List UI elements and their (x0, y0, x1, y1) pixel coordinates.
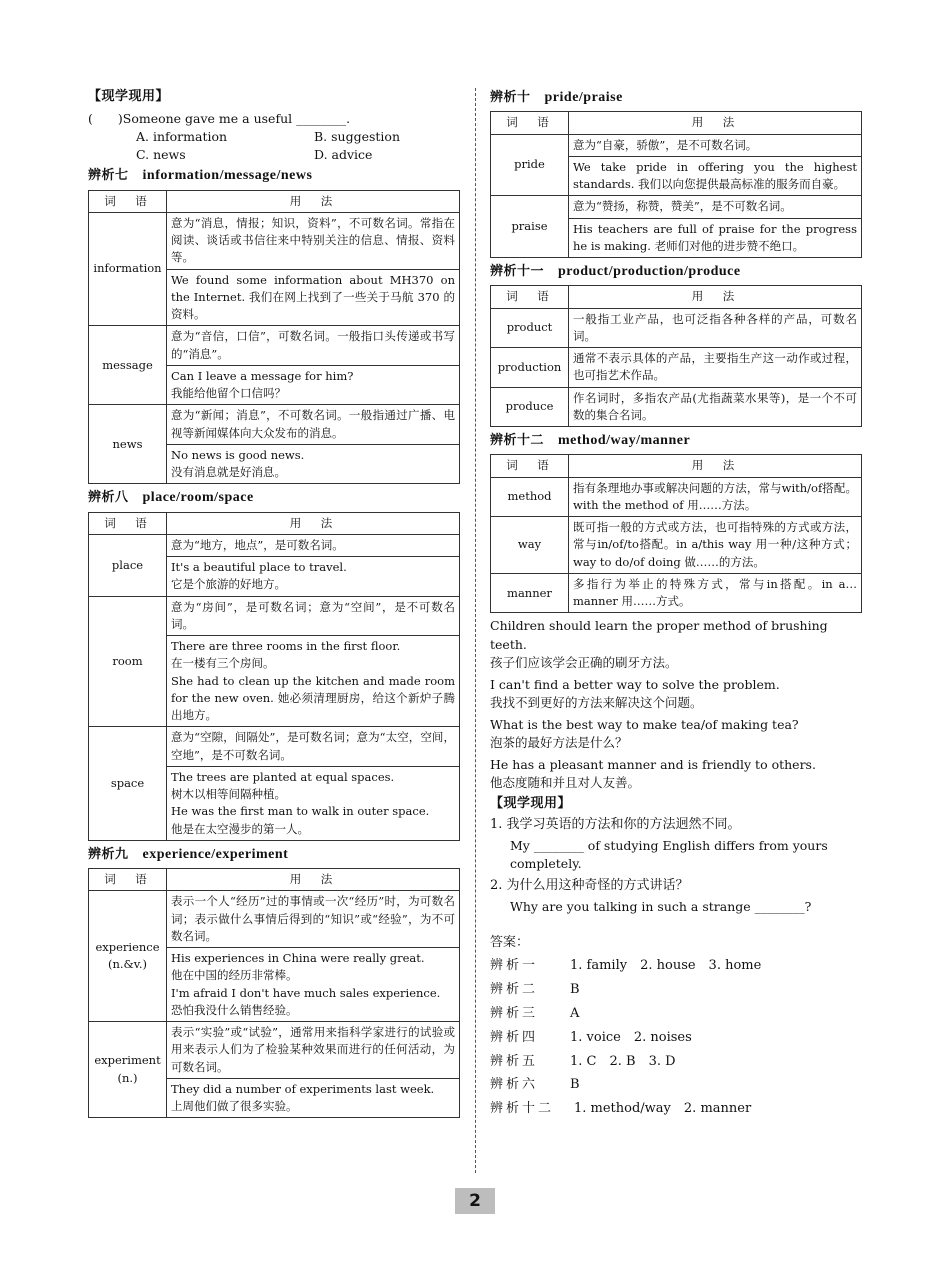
usage-cell: 一般指工业产品，也可泛指各种各样的产品，可数名词。 (569, 308, 862, 348)
word-cell: manner (491, 573, 569, 613)
section-heading-12: 辨析十二 method/way/manner (490, 433, 691, 449)
word-cell: product (491, 308, 569, 348)
table-row (89, 326, 460, 366)
option-b: B. suggestion (314, 128, 401, 144)
section-heading-9: 辨析九 experience/experiment (88, 846, 289, 862)
table-section-8 (88, 512, 460, 841)
answer-row: 辨析二 B (490, 982, 580, 998)
header-usage: 用 法 (167, 190, 460, 212)
word-cell: produce (491, 387, 569, 427)
word-cell: experience (n.&v.) (89, 891, 167, 1022)
header-usage: 用 法 (569, 286, 862, 308)
word-cell: way (491, 517, 569, 574)
header-word: 词 语 (89, 512, 167, 534)
answer-row: 辨析一 1. family 2. house 3. home (490, 958, 762, 974)
word-cell: praise (491, 196, 569, 258)
practice-title: 【现学现用】 (88, 89, 170, 104)
table-row (491, 308, 862, 348)
practice-title: 【现学现用】 (490, 795, 572, 811)
table-row (491, 387, 862, 427)
word-cell: room (89, 596, 167, 727)
word-cell: information (89, 212, 167, 326)
usage-cell: 表示“实验”或“试验”，通常用来指科学家进行的试验或用来表示人们为了检验某种效果而进行的任何活动，为可数名词。 (167, 1022, 460, 1079)
table-section-9 (88, 868, 460, 1118)
table-row (89, 1022, 460, 1079)
usage-cell: His experiences in China were really great. 他在中国的经历非常棒。 I'm afraid I don't have much sales experience. 恐怕我没什么销售经验。 (167, 948, 460, 1022)
usage-cell: His teachers are full of praise for the progress he is making. 老师们对他的进步赞不绝口。 (569, 218, 862, 258)
answer-row: 辨析三 A (490, 1005, 580, 1021)
left-column (88, 86, 460, 1122)
practice-item-zh: 1. 我学习英语的方法和你的方法迥然不同。 (490, 817, 741, 833)
usage-cell: 意为“消息，情报；知识，资料”，不可数名词。常指在阅读、谈话或书信往来中特别关注的信息、情报、资料等。 (167, 212, 460, 269)
table-row (491, 196, 862, 218)
usage-cell: Can I leave a message for him? 我能给他留个口信吗？ (167, 365, 460, 405)
usage-cell: We take pride in offering you the highest standards. 我们以向您提供最高标准的服务而自豪。 (569, 156, 862, 196)
word-cell: news (89, 405, 167, 484)
table-row (89, 891, 460, 948)
example-sentence: He has a pleasant manner and is friendly to others. 他态度随和并且对人友善。 (490, 757, 816, 791)
usage-cell: 意为“空隙，间隔处”，是可数名词；意为“太空，空间，空地”，是不可数名词。 (167, 727, 460, 767)
table-row (491, 477, 862, 517)
section-heading-8: 辨析八 place/room/space (88, 490, 254, 506)
usage-cell: 多指行为举止的特殊方式，常与in搭配。in a… manner 用……方式。 (569, 573, 862, 613)
example-sentence: Children should learn the proper method of brushing teeth. 孩子们应该学会正确的刷牙方法。 (490, 618, 828, 670)
practice-question: ( )Someone gave me a useful ________. (88, 110, 351, 126)
header-word: 词 语 (491, 112, 569, 134)
header-word: 词 语 (89, 869, 167, 891)
word-cell: experiment (n.) (89, 1022, 167, 1118)
word-cell: production (491, 348, 569, 388)
header-usage: 用 法 (167, 512, 460, 534)
usage-cell: 意为“地方，地点”，是可数名词。 (167, 534, 460, 556)
table-row (89, 534, 460, 556)
usage-cell: 意为“房间”，是可数名词；意为“空间”，是不可数名词。 (167, 596, 460, 636)
header-word: 词 语 (89, 190, 167, 212)
right-column (490, 86, 862, 1124)
table-row (89, 596, 460, 636)
table-row (491, 517, 862, 574)
table-row (89, 405, 460, 445)
table-row (89, 727, 460, 767)
usage-cell: 意为“新闻；消息”，不可数名词。一般指通过广播、电视等新闻媒体向大众发布的消息。 (167, 405, 460, 445)
usage-cell: 表示一个人“经历”过的事情或一次“经历”时，为可数名词；表示做什么事情后得到的“知识”或“经验”，为不可数名词。 (167, 891, 460, 948)
section-heading-7: 辨析七 information/message/news (88, 168, 313, 184)
section-heading-11: 辨析十一 product/production/produce (490, 264, 741, 280)
usage-cell: 通常不表示具体的产品，主要指生产这一动作或过程，也可指艺术作品。 (569, 348, 862, 388)
answer-row: 辨析四 1. voice 2. noises (490, 1029, 692, 1045)
usage-cell: We found some information about MH370 on the Internet. 我们在网上找到了一些关于马航 370 的资料。 (167, 269, 460, 326)
example-sentences (490, 617, 862, 792)
table-section-12 (490, 454, 862, 613)
table-row (491, 134, 862, 156)
usage-cell: 作名词时，多指农产品(尤指蔬菜水果等)，是一个不可数的集合名词。 (569, 387, 862, 427)
practice-item-zh: 2. 为什么用这种奇怪的方式讲话？ (490, 878, 689, 894)
usage-cell: 意为“自豪，骄傲”，是不可数名词。 (569, 134, 862, 156)
word-cell: space (89, 727, 167, 841)
usage-cell: 指有条理地办事或解决问题的方法，常与with/of搭配。with the method of 用……方法。 (569, 477, 862, 517)
answer-row: 辨析十二 1. method/way 2. manner (490, 1101, 752, 1117)
word-cell: place (89, 534, 167, 596)
word-cell: pride (491, 134, 569, 196)
table-section-7 (88, 190, 460, 485)
table-row (491, 348, 862, 388)
practice-options (88, 128, 460, 164)
header-word: 词 语 (491, 455, 569, 477)
usage-cell: The trees are planted at equal spaces. 树木以相等间隔种植。 He was the first man to walk in outer space. 他是在太空漫步的第一人。 (167, 766, 460, 840)
option-d: D. advice (314, 147, 373, 163)
table-row (491, 573, 862, 613)
answer-row: 辨析六 B (490, 1077, 580, 1093)
usage-cell: They did a number of experiments last week. 上周他们做了很多实验。 (167, 1078, 460, 1118)
header-usage: 用 法 (569, 455, 862, 477)
section-heading-10: 辨析十 pride/praise (490, 90, 623, 105)
answers-title: 答案： (490, 935, 530, 951)
example-sentence: What is the best way to make tea/of making tea? 泡茶的最好方法是什么？ (490, 717, 799, 751)
answer-row: 辨析五 1. C 2. B 3. D (490, 1053, 676, 1069)
table-section-10 (490, 111, 862, 258)
answers-list (490, 957, 862, 1119)
header-word: 词 语 (491, 286, 569, 308)
header-usage: 用 法 (569, 112, 862, 134)
example-sentence: I can't find a better way to solve the problem. 我找不到更好的方法来解决这个问题。 (490, 676, 780, 710)
usage-cell: 意为“音信，口信”，可数名词。一般指口头传递或书写的“消息”。 (167, 326, 460, 366)
option-a: A. information (136, 128, 228, 144)
usage-cell: It's a beautiful place to travel. 它是个旅游的好地方。 (167, 557, 460, 597)
column-divider (475, 88, 476, 1173)
header-usage: 用 法 (167, 869, 460, 891)
page-number: 2 (455, 1188, 495, 1214)
usage-cell: No news is good news. 没有消息就是好消息。 (167, 444, 460, 484)
usage-cell: 既可指一般的方式或方法，也可指特殊的方式或方法，常与in/of/to搭配。in a/this way 用一种/这种方式；way to do/of doing 做……的方法。 (569, 517, 862, 574)
table-section-11 (490, 285, 862, 427)
usage-cell: There are three rooms in the first floor. 在一楼有三个房间。 She had to clean up the kitchen and made room for the new oven. 她必须清理厨房，给这个新炉子腾出地方。 (167, 636, 460, 727)
usage-cell: 意为“赞扬，称赞，赞美”，是不可数名词。 (569, 196, 862, 218)
word-cell: method (491, 477, 569, 517)
practice-item-en: Why are you talking in such a strange ________? (510, 899, 812, 915)
option-c: C. news (136, 147, 186, 163)
practice-item-en: My ________ of studying English differs from yours completely. (510, 838, 828, 872)
word-cell: message (89, 326, 167, 405)
table-row (89, 212, 460, 269)
